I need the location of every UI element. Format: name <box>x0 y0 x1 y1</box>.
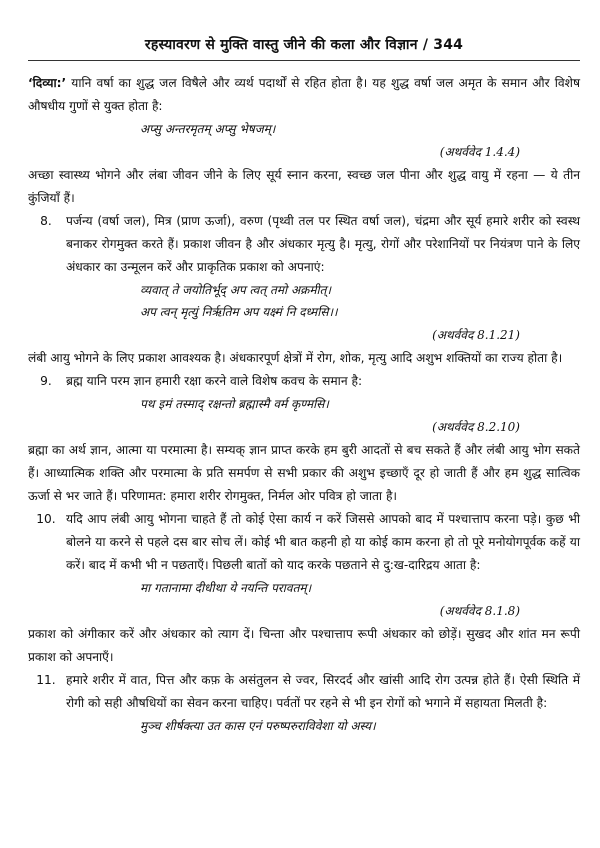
paragraph-long-life: लंबी आयु भोगने के लिए प्रकाश आवश्यक है। अंधकारपूर्ण क्षेत्रों में रोग, शोक, मृत्यु आदि अशुभ शक्तियों का राज्य होता है। <box>28 351 563 365</box>
header-title: रहस्यावरण से मुक्ति वास्तु जीने की कला और विज्ञान <box>144 37 418 53</box>
paragraph-text: यानि वर्षा का शुद्ध जल विषैले और व्यर्थ पदार्थों से रहित होता है। यह शुद्ध वर्षा जल अमृत के समान और विशेष औषधीय गुणों से युक्त होता है: <box>28 76 580 113</box>
page-body <box>28 72 580 737</box>
header-separator: / <box>422 37 429 53</box>
item-number: 10. <box>36 512 56 526</box>
page-number: 344 <box>433 37 464 53</box>
item-text: हमारे शरीर में वात, पित्त और कफ़ के असंतुलन से ज्वर, सिरदर्द और खांसी आदि रोग उत्पन्न होते हैं। ऐसी स्थिति में रोगी को सही औषधियों का सेवन करना चाहिए। पर्वतों पर रहने से भी इन रोगों को भगाने में सहायता मिलती है: <box>66 673 580 710</box>
verse-1: अप्सु अन्तरमृतम् अप्सु भेषजम्। <box>140 122 276 136</box>
citation-3: (अथर्ववेद 8.2.10) <box>432 420 520 434</box>
verse-5: मुञ्च शीर्षक्त्या उत कास एनं परुष्परुराविवेशा यो अस्य। <box>140 719 376 733</box>
verse-3: पथ इमं तस्माद् रक्षन्तो ब्रह्मास्मै वर्म कृण्मसि। <box>140 397 329 411</box>
list-item-11 <box>28 669 580 715</box>
citation-4: (अथर्ववेद 8.1.8) <box>439 604 520 618</box>
item-text: पर्जन्य (वर्षा जल), मित्र (प्राण ऊर्जा), वरुण (पृथ्वी तल पर स्थित वर्षा जल), चंद्रमा और सूर्य हमारे शरीर को स्वस्थ बनाकर रोगमुक्त करते हैं। प्रकाश जीवन है और अंधकार मृत्यु है। मृत्यु, रोगों और परेशानियों पर नियंत्रण पाने के लिए अंधकार का उन्मूलन करें और प्राकृतिक प्रकाश को अपनाएं: <box>66 214 580 274</box>
list-item-10 <box>28 508 580 577</box>
item-text: यदि आप लंबी आयु भोगना चाहते हैं तो कोई ऐसा कार्य न करें जिससे आपको बाद में पश्चात्ताप करना पड़े। कुछ भी बोलने या करने से पहले दस बार सोच लें। कोई भी बात कहनी हो या कोई काम करना हो तो पूरे मनोयोगपूर्वक कहें या करें। बाद में कभी भी न पछताएँ। पिछली बातों को याद करके पछताने से दु:ख-दारिद्रय आता है: <box>66 512 580 572</box>
paragraph-divya <box>28 72 580 118</box>
item-number: 11. <box>36 673 56 687</box>
item-number: 8. <box>40 214 52 228</box>
verse-2a: व्यवात् ते जयोतिर्भूद् अप त्वत् तमो अक्रमीत्। <box>140 283 331 297</box>
verse-4: मा गतानामा दीधीथा ये नयन्ति परावतम्। <box>140 581 312 595</box>
verse-2b: अप त्वन् मृत्युं निर्ऋतिम अप यक्ष्मं नि दध्मसि।। <box>140 305 338 319</box>
list-item-8 <box>28 210 580 279</box>
list-item-9 <box>28 370 580 393</box>
paragraph-light: प्रकाश को अंगीकार करें और अंधकार को त्याग दें। चिन्ता और पश्चात्ताप रूपी अंधकार को छोड़ें। सुखद और शांत मन रूपी प्रकाश को अपनाएँ। <box>28 627 580 664</box>
running-header <box>28 34 580 61</box>
citation-1: (अथर्ववेद 1.4.4) <box>439 145 520 159</box>
item-text: ब्रह्म यानि परम ज्ञान हमारी रक्षा करने वाले विशेष कवच के समान है: <box>66 374 363 388</box>
paragraph-brahma: ब्रह्मा का अर्थ ज्ञान, आत्मा या परमात्मा है। सम्यक् ज्ञान प्राप्त करके हम बुरी आदतों से बच सकते हैं और लंबी आयु भोग सकते हैं। आध्यात्मिक शक्ति और परमात्मा के प्रति समर्पण से सभी प्रकार की अशुभ इच्छाएँ दूर हो जाती हैं और हम शुद्ध सात्विक ऊर्जा से भर जाते हैं। परिणामत: हमारा शरीर रोगमुक्त, निर्मल ओर पवित्र हो जाता है। <box>28 443 580 503</box>
item-number: 9. <box>40 374 52 388</box>
paragraph-health-keys: अच्छा स्वास्थ्य भोगने और लंबा जीवन जीने के लिए सूर्य स्नान करना, स्वच्छ जल पीना और शुद्ध वायु में रहना — ये तीन कुंजियाँ हैं। <box>28 168 580 205</box>
citation-2: (अथर्ववेद 8.1.21) <box>432 328 520 342</box>
divya-term: ‘दिव्या:’ <box>28 76 67 90</box>
